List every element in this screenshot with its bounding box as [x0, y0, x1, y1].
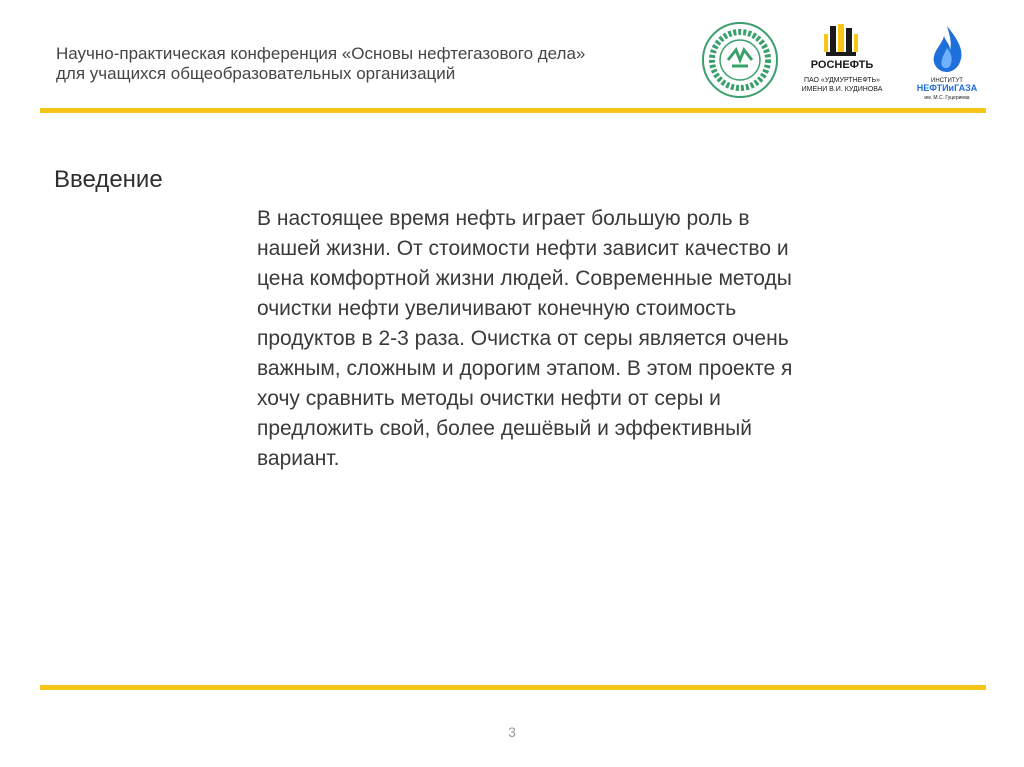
rosneft-logo	[800, 24, 885, 100]
section-title: Введение	[54, 166, 163, 193]
page-number: 3	[508, 724, 516, 740]
body-line: предложить свой, более дешёвый и эффективный	[257, 417, 752, 440]
body-line: важным, сложным и дорогим этапом. В этом проекте я	[257, 357, 793, 380]
institute-sub: им. М.С. Гуцериева	[924, 95, 970, 101]
body-line: очистки нефти увеличивают конечную стоимость	[257, 297, 737, 320]
rosneft-name: РОСНЕФТЬ	[810, 59, 874, 71]
body-line: продуктов в 2-3 раза. Очистка от серы является очень	[257, 327, 789, 350]
institute-name: НЕФТИиГАЗА	[916, 83, 978, 93]
rosneft-sub-2: ИМЕНИ В.И. КУДИНОВА	[801, 86, 883, 93]
bottom-accent-rule	[40, 685, 986, 690]
udsu-logo	[700, 20, 780, 100]
logo-group	[700, 20, 990, 100]
rosneft-sub-1: ПАО «УДМУРТНЕФТЬ»	[803, 77, 881, 84]
rosneft-emblem-icon	[824, 24, 858, 56]
institute-logo	[912, 22, 982, 102]
body-line: вариант.	[257, 447, 340, 470]
institute-top: ИНСТИТУТ	[931, 78, 963, 84]
body-line: нашей жизни. От стоимости нефти зависит качество и	[257, 237, 789, 260]
body-line: хочу сравнить методы очистки нефти от серы и	[257, 387, 721, 410]
header-title-line-1: Научно-практическая конференция «Основы нефтегазового дела»	[56, 44, 586, 63]
top-accent-rule	[40, 108, 986, 113]
body-paragraph	[257, 204, 937, 474]
header-title-line-2: для учащихся общеобразовательных организаций	[56, 64, 456, 83]
header-title	[56, 44, 676, 84]
body-line: цена комфортной жизни людей. Современные методы	[257, 267, 792, 290]
body-line: В настоящее время нефть играет большую роль в	[257, 207, 750, 230]
